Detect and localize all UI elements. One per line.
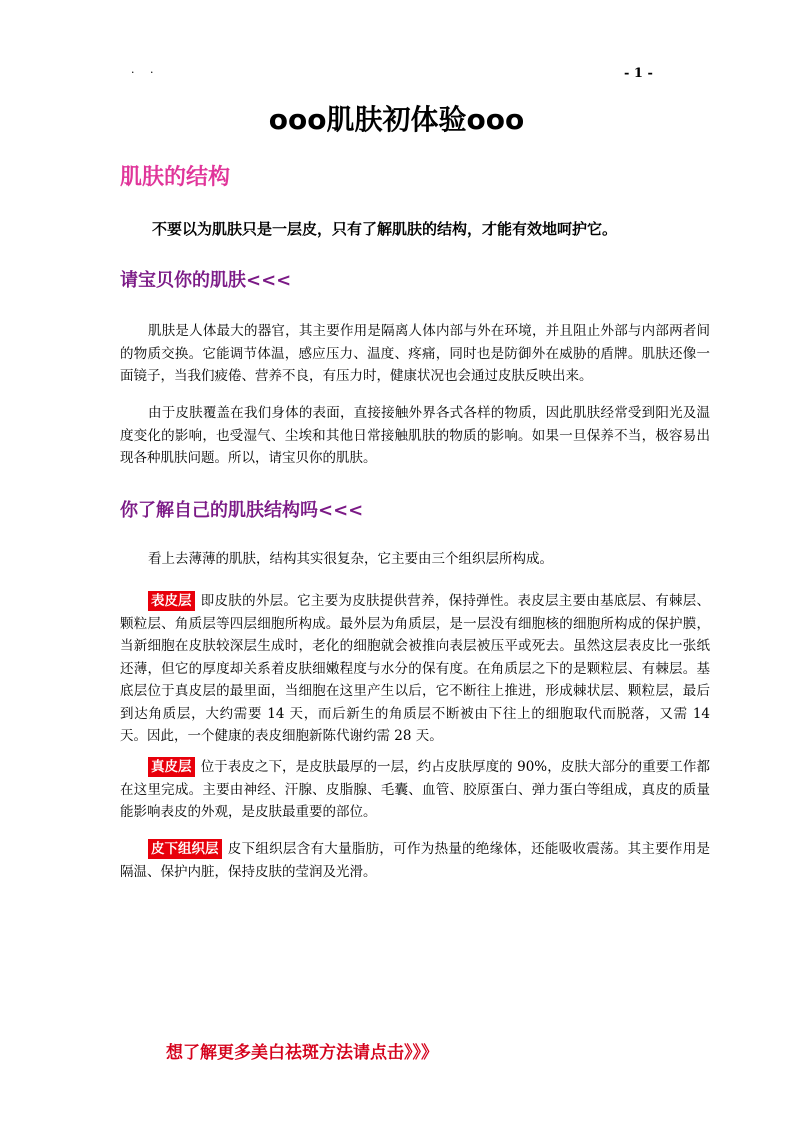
layer-dermis-text: 位于表皮之下，是皮肤最厚的一层，约占皮肤厚度的 90%，皮肤大部分的重要工作都在这里完成。主要由神经、汗腺、皮脂腺、毛囊、血管、胶原蛋白、弹力蛋白等组成，真皮的质量能影响表皮的外观，是皮肤最重要的部位。	[120, 759, 710, 820]
tag-dermis: 真皮层	[148, 757, 195, 777]
tag-subcutaneous: 皮下组织层	[148, 839, 222, 859]
section-heading-layers: 你了解自己的肌肤结构吗<<<	[120, 500, 364, 521]
layer-dermis	[120, 756, 710, 824]
whitening-link[interactable]: 想了解更多美白祛斑方法请点击》》》	[166, 1043, 438, 1063]
header-dots: · ·	[131, 66, 160, 79]
tag-epidermis: 表皮层	[148, 591, 195, 611]
paragraph-skin-exposure: 由于皮肤覆盖在我们身体的表面，直接接触外界各式各样的物质，因此肌肤经常受到阳光及温度变化的影响，也受湿气、尘埃和其他日常接触肌肤的物质的影响。如果一旦保养不当，极容易出现各种肌肤问题。所以，请宝贝你的肌肤。	[120, 405, 710, 466]
section-heading-care: 请宝贝你的肌肤<<<	[120, 270, 292, 291]
paragraph-layers-intro: 看上去薄薄的肌肤，结构其实很复杂，它主要由三个组织层所构成。	[148, 551, 553, 567]
paragraph-skin-organ: 肌肤是人体最大的器官，其主要作用是隔离人体内部与外在环境，并且阻止外部与内部两者间的物质交换。它能调节体温，感应压力、温度、疼痛，同时也是防御外在威胁的盾牌。肌肤还像一面镜子，当我们疲倦、营养不良，有压力时，健康状况也会通过皮肤反映出来。	[120, 323, 710, 384]
page-title: ooo肌肤初体验ooo	[268, 103, 525, 136]
section-heading-structure: 肌肤的结构	[120, 165, 231, 190]
layer-epidermis	[120, 590, 710, 748]
layer-subcutaneous	[120, 838, 710, 883]
lead-sentence: 不要以为肌肤只是一层皮，只有了解肌肤的结构，才能有效地呵护它。	[152, 220, 618, 238]
layer-epidermis-text: 即皮肤的外层。它主要为皮肤提供营养，保持弹性。表皮层主要由基底层、有棘层、颗粒层、角质层等四层细胞所构成。最外层为角质层，是一层没有细胞核的细胞所构成的保护膜，当新细胞在皮肤较深层生成时，老化的细胞就会被推向表层被压平或死去。虽然这层表皮比一张纸还薄，但它的厚度却关系着皮肤细嫩程度与水分的保有度。在角质层之下的是颗粒层、有棘层。基底层位于真皮层的最里面，当细胞在这里产生以后，它不断往上推进，形成棘状层、颗粒层，最后到达角质层，大约需要 14 天，而后新生的角质层不断被由下往上的细胞取代而脱落，又需 14 天。因此，一个健康的表皮细胞新陈代谢约需 28 天。	[120, 593, 710, 744]
page-number: - 1 -	[624, 66, 653, 81]
layer-subcutaneous-text: 皮下组织层含有大量脂肪，可作为热量的绝缘体，还能吸收震荡。其主要作用是隔温、保护内脏，保持皮肤的莹润及光滑。	[120, 841, 710, 880]
